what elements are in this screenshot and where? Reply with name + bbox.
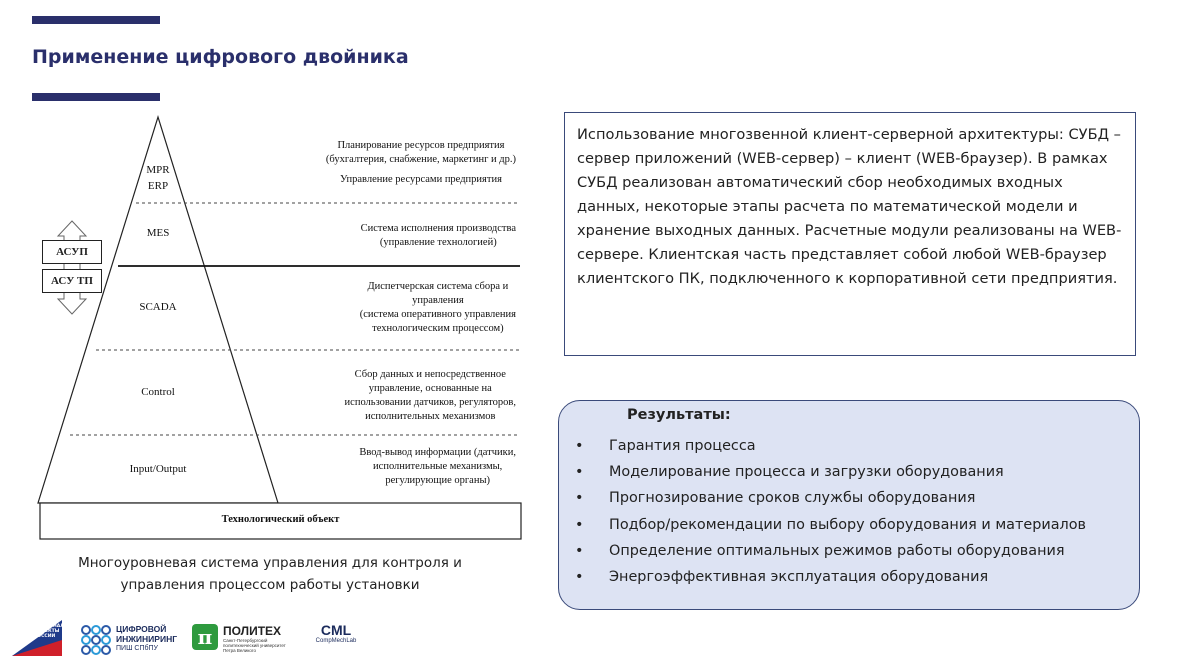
cml-logo: [310, 622, 362, 658]
list-item: [575, 564, 1086, 590]
list-item: [575, 538, 1086, 564]
polytech-line: политехнический университет: [223, 643, 286, 648]
architecture-text: Использование многозвенной клиент-серверной архитектуры: СУБД – сервер приложений (WEB-сервер) – клиент (WEB-браузер). В рамках СУБД реализован автоматический сбор необходимых входных данных, некоторые этапы расчета по математической модели и хранение выходных данных. Расчетные модули реализованы на WEB-сервере. Клиентская часть представляет собой любой WEB-браузер клиентского ПК, подключенного к корпоративной сети предприятия.: [577, 126, 1122, 287]
bullet-icon: •: [575, 438, 584, 454]
scada-desc-line: Диспетчерская система сбора и: [367, 281, 509, 292]
asup-label: АСУП: [42, 240, 102, 264]
io-desc-line: Ввод-вывод информации (датчики,: [359, 447, 516, 458]
results-title: Результаты:: [627, 407, 731, 423]
control-desc-line: исполнительных механизмов: [365, 411, 496, 422]
de-line: ЦИФРОВОЙ: [116, 624, 167, 634]
bullet-icon: •: [575, 569, 584, 586]
erp-desc-line: Планирование ресурсов предприятия: [337, 140, 505, 151]
scada-desc-line: технологическим процессом): [372, 323, 504, 334]
result-text: Энергоэффективная эксплуатация оборудования: [609, 569, 989, 586]
erp-description: [326, 139, 516, 187]
level-control: Control: [141, 386, 175, 398]
list-item: [575, 459, 1086, 485]
level-io: Input/Output: [129, 463, 187, 475]
control-description: [345, 368, 516, 424]
polytech-pi-icon: π: [192, 624, 218, 650]
base-label: Технологический объект: [221, 514, 340, 525]
bullet-icon: •: [575, 490, 584, 507]
list-item: [575, 433, 1086, 459]
digital-engineering-grid-icon: [80, 624, 112, 656]
control-desc-line: управление, основанные на: [368, 383, 492, 394]
cml-title: CML: [320, 622, 352, 638]
mes-desc-line: (управление технологией): [379, 237, 497, 248]
de-line: ПИШ СПбПУ: [116, 645, 158, 652]
list-item: [575, 485, 1086, 511]
de-line: ИНЖИНИРИНГ: [116, 634, 178, 644]
level-scada: SCADA: [139, 301, 177, 313]
polytech-line: Санкт-Петербургский: [223, 638, 268, 643]
polytech-logo: [192, 624, 304, 658]
polytech-title: ПОЛИТЕХ: [223, 624, 282, 638]
control-desc-line: использовании датчиков, регуляторов,: [344, 397, 516, 408]
np-line: ПРОЕКТЫ: [34, 629, 60, 634]
scada-desc-line: (система оперативного управления: [359, 309, 516, 320]
result-text: Определение оптимальных режимов работы оборудования: [609, 542, 1065, 559]
double-arrow-icon: [58, 221, 86, 314]
digital-engineering-text: [116, 624, 177, 654]
np-text: [34, 624, 79, 639]
bullet-icon: •: [575, 516, 584, 533]
result-text: Гарантия процесса: [609, 438, 756, 454]
results-panel: [558, 400, 1140, 610]
level-mes: MES: [146, 227, 170, 239]
polytech-subtext: [223, 638, 286, 653]
scada-description: [360, 280, 516, 336]
architecture-info-box: [564, 112, 1136, 356]
io-desc-line: регулирующие органы): [385, 475, 491, 486]
asutp-label: АСУ ТП: [42, 269, 102, 293]
results-list: [575, 433, 1086, 590]
caption-line: управления процессом работы установки: [120, 577, 420, 593]
national-projects-logo: [12, 618, 79, 658]
result-text: Прогнозирование сроков службы оборудования: [609, 490, 976, 507]
level-erp: ERP: [147, 180, 169, 192]
np-line: НАЦИОНАЛЬНЫЕ: [34, 624, 79, 629]
result-text: Подбор/рекомендации по выбору оборудования и материалов: [609, 516, 1087, 533]
level-mpr: MPR: [146, 164, 170, 176]
control-desc-line: Сбор данных и непосредственное: [354, 369, 506, 380]
result-text: Моделирование процесса и загрузки оборудования: [609, 464, 1004, 481]
diagram-caption: [60, 552, 480, 596]
page-title: Применение цифрового двойника: [32, 46, 409, 68]
digital-engineering-logo: [80, 622, 190, 658]
bullet-icon: •: [575, 464, 584, 481]
erp-desc-line: (бухгалтерия, снабжение, маркетинг и др.): [325, 154, 516, 165]
bullet-icon: •: [575, 542, 584, 559]
io-desc-line: исполнительные механизмы,: [373, 461, 503, 472]
scada-desc-line: управления: [412, 295, 464, 306]
mes-description: [361, 222, 516, 250]
io-description: [359, 446, 516, 488]
polytech-line: Петра Великого: [223, 648, 256, 653]
list-item: [575, 512, 1086, 538]
erp-desc-line: Управление ресурсами предприятия: [340, 174, 502, 185]
np-line: РОССИИ: [34, 634, 56, 639]
caption-line: Многоуровневая система управления для контроля и: [78, 555, 462, 571]
mes-desc-line: Система исполнения производства: [360, 223, 516, 234]
cml-subtitle: CompMechLab: [315, 638, 357, 644]
